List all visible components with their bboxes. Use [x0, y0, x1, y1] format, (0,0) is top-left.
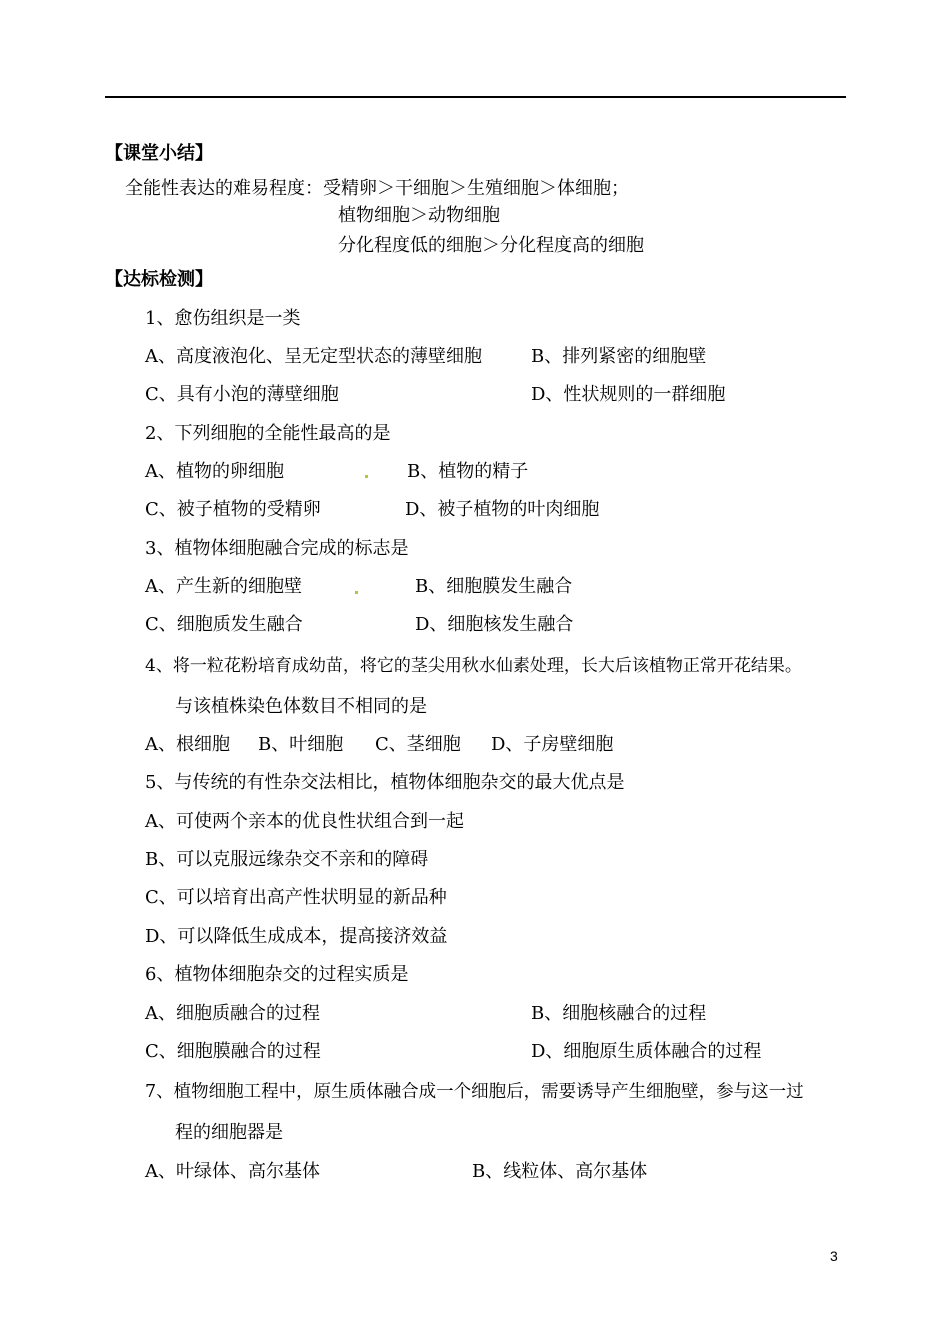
q6-option-c: C、细胞膜融合的过程 — [145, 1041, 321, 1062]
q5-stem: 5、与传统的有性杂交法相比，植物体细胞杂交的最大优点是 — [145, 772, 625, 793]
q3-option-c: C、细胞质发生融合 — [145, 614, 303, 635]
q6-option-d: D、细胞原生质体融合的过程 — [531, 1041, 762, 1062]
q1-stem: 1、愈伤组织是一类 — [145, 308, 301, 329]
q4-stem-1: 4、将一粒花粉培育成幼苗，将它的茎尖用秋水仙素处理，长大后该植物正常开花结果。 — [145, 656, 802, 676]
q5-option-c: C、可以培育出高产性状明显的新品种 — [145, 887, 447, 908]
q2-option-c: C、被子植物的受精卵 — [145, 499, 321, 520]
q7-stem-1: 7、植物细胞工程中，原生质体融合成一个细胞后，需要诱导产生细胞壁，参与这一过 — [145, 1082, 804, 1102]
q1-option-d: D、性状规则的一群细胞 — [531, 384, 726, 405]
q6-option-a: A、细胞质融合的过程 — [145, 1003, 320, 1024]
q6-option-b: B、细胞核融合的过程 — [531, 1003, 707, 1024]
stray-dot — [365, 475, 368, 478]
q3-stem: 3、植物体细胞融合完成的标志是 — [145, 538, 409, 559]
q4-option-b: B、叶细胞 — [258, 734, 344, 755]
stray-dot — [355, 591, 358, 594]
q5-option-b: B、可以克服远缘杂交不亲和的障碍 — [145, 849, 429, 870]
q2-stem: 2、下列细胞的全能性最高的是 — [145, 423, 391, 444]
summary-heading: 【课堂小结】 — [105, 143, 213, 164]
q2-option-d: D、被子植物的叶肉细胞 — [405, 499, 600, 520]
q4-option-c: C、茎细胞 — [375, 734, 461, 755]
q4-stem-2: 与该植株染色体数目不相同的是 — [175, 696, 427, 717]
q7-option-b: B、线粒体、高尔基体 — [472, 1161, 648, 1182]
header-rule — [105, 96, 846, 98]
summary-line-3: 分化程度低的细胞＞分化程度高的细胞 — [338, 235, 644, 256]
q7-option-a: A、叶绿体、高尔基体 — [145, 1161, 320, 1182]
q3-option-d: D、细胞核发生融合 — [415, 614, 574, 635]
q7-stem-2: 程的细胞器是 — [175, 1122, 283, 1143]
q3-option-b: B、细胞膜发生融合 — [415, 576, 573, 597]
summary-line-2: 植物细胞＞动物细胞 — [338, 205, 500, 226]
page-number: 3 — [830, 1248, 838, 1264]
q1-option-a: A、高度液泡化、呈无定型状态的薄壁细胞 — [145, 346, 482, 367]
q2-option-a: A、植物的卵细胞 — [145, 461, 284, 482]
q4-option-d: D、子房壁细胞 — [491, 734, 614, 755]
q5-option-d: D、可以降低生成成本，提高接济效益 — [145, 926, 448, 947]
summary-line-1: 全能性表达的难易程度：受精卵＞干细胞＞生殖细胞＞体细胞； — [125, 178, 629, 199]
q1-option-c: C、具有小泡的薄壁细胞 — [145, 384, 339, 405]
q3-option-a: A、产生新的细胞壁 — [145, 576, 302, 597]
q1-option-b: B、排列紧密的细胞壁 — [531, 346, 707, 367]
test-heading: 【达标检测】 — [105, 269, 213, 290]
q4-option-a: A、根细胞 — [145, 734, 230, 755]
q2-option-b: B、植物的精子 — [407, 461, 529, 482]
q5-option-a: A、可使两个亲本的优良性状组合到一起 — [145, 811, 464, 832]
q6-stem: 6、植物体细胞杂交的过程实质是 — [145, 964, 409, 985]
